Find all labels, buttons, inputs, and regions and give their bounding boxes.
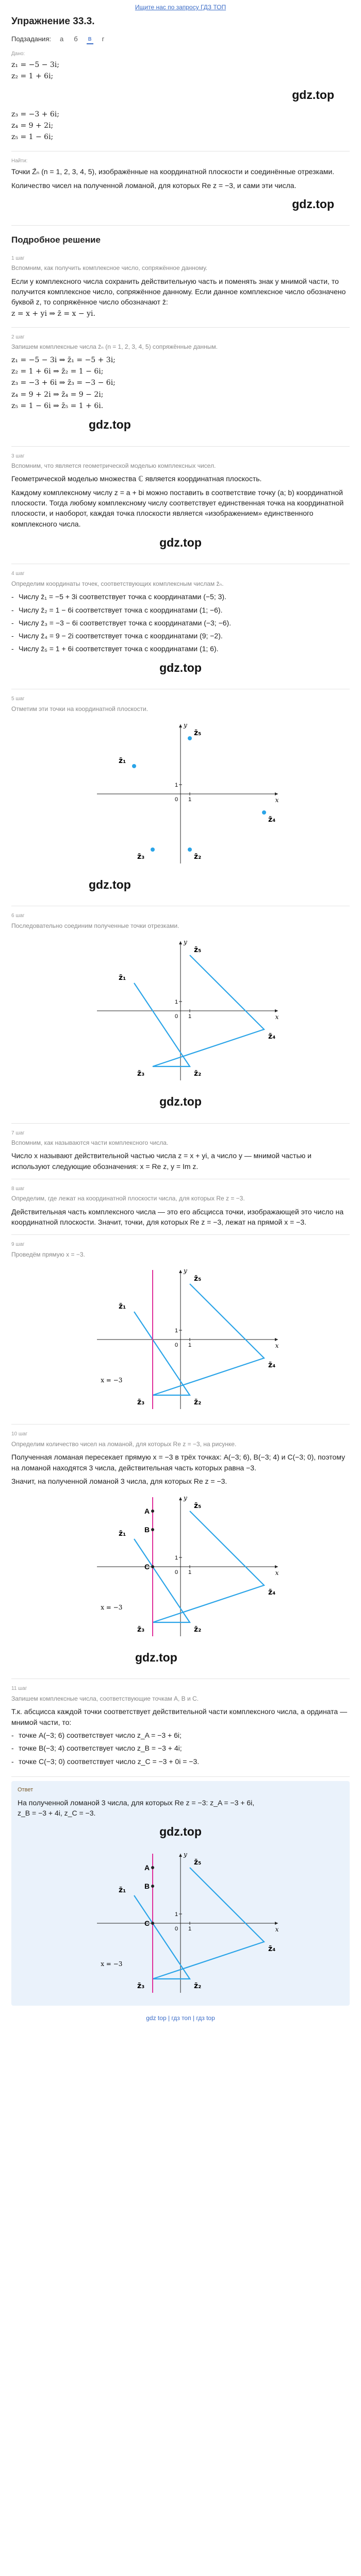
step-hint: Последовательно соединим полученные точки отрезками. <box>11 922 179 929</box>
watermark: gdz.top <box>159 535 202 549</box>
step-block <box>11 906 350 1123</box>
point-label: z̄₃ <box>137 1070 145 1078</box>
given-label: Дано: <box>11 51 25 57</box>
x-axis-arrow <box>275 1922 278 1925</box>
given-line: z₅ = 1 − 6i; <box>11 133 54 142</box>
plot-intersections <box>72 1489 289 1644</box>
point-label: z̄₃ <box>137 852 145 861</box>
given-line: z₁ = −5 − 3i; <box>11 60 59 69</box>
page-title: Упражнение 33.3. <box>11 16 95 27</box>
step-label: 3 шаг <box>11 453 25 459</box>
point-label: z̄₅ <box>194 1275 202 1283</box>
point-label: z̄₅ <box>194 946 202 955</box>
find-text: Точки Z̄ₙ (n = 1, 2, 3, 4, 5), изображённые на координатной плоскости и соединённые отрезками. <box>11 167 335 176</box>
step-label: 11 шаг <box>11 1686 27 1692</box>
plot-vline <box>72 1262 289 1417</box>
point-label: z̄₁ <box>119 1302 126 1311</box>
step-label: 2 шаг <box>11 334 25 340</box>
step-text: Каждому комплексному числу z = a + bi можно поставить в соответствие точку (a; b) координатной плоскости. Тогда любому комплексному числу соответствует единственная точка на координатной плоскости, и наоборот, каждая точка плоскости является «изображением» единственного комплексного числа. <box>11 488 344 528</box>
y-axis-arrow <box>179 1497 182 1500</box>
y-tick-label: 1 <box>175 999 178 1006</box>
point-label: z̄₅ <box>194 728 202 737</box>
step-line: z₄ = 9 + 2i ⇒ z̄₄ = 9 − 2i; <box>11 390 104 399</box>
list-item: - Числу z̄₂ = 1 − 6i соответствует точка с координатами (1; −6). <box>11 605 350 615</box>
y-axis-label: y <box>184 1494 187 1502</box>
x-axis-arrow <box>275 1338 278 1341</box>
step-text: Действительная часть комплексного числа — это его абсцисса точки, изображающей это число на координатной плоскости. Значит, точки, для которых Re z = −3, лежат на прямой x = −3. <box>11 1207 344 1227</box>
step-line: z₁ = −5 − 3i ⇒ z̄₁ = −5 + 3i; <box>11 355 116 364</box>
intersection-point <box>151 1885 154 1888</box>
step-label: 8 шаг <box>11 1185 25 1192</box>
intersection-label: B <box>144 1526 150 1534</box>
x-tick-label: 1 <box>188 1569 192 1576</box>
solution-title: Подробное решение <box>11 235 101 245</box>
point-label: z̄₂ <box>194 1625 202 1634</box>
step-block <box>11 689 350 906</box>
list-item: - Числу z̄₅ = 1 + 6i соответствует точка с координатами (1; 6). <box>11 643 350 654</box>
given-block <box>11 44 350 151</box>
point-label: z̄₄ <box>268 815 276 824</box>
subitem-b[interactable]: б <box>74 35 78 43</box>
origin-label: 0 <box>175 1925 178 1932</box>
footer-links[interactable]: gdz top | гдз топ | гдз top <box>146 2014 215 2022</box>
step-block <box>11 1425 350 1679</box>
x-tick-label: 1 <box>188 1013 192 1020</box>
x-axis-label: x <box>275 1925 279 1933</box>
x-tick-label: 1 <box>188 1925 192 1932</box>
step-line: z₂ = 1 + 6i ⇒ z̄₂ = 1 − 6i; <box>11 367 104 376</box>
x-tick-label: 1 <box>188 796 192 803</box>
y-axis-label: y <box>184 938 187 946</box>
step-block <box>11 249 350 328</box>
point-label: z̄₁ <box>119 1886 126 1894</box>
coord-list <box>11 591 350 654</box>
intersection-label: B <box>144 1882 150 1890</box>
step-label: 4 шаг <box>11 571 25 577</box>
point-label: z̄₄ <box>268 1944 276 1953</box>
step-block <box>11 1179 350 1235</box>
origin-label: 0 <box>175 1342 178 1349</box>
subitem-g[interactable]: г <box>102 35 105 43</box>
origin-label: 0 <box>175 1013 178 1020</box>
step-hint: Проведём прямую x = −3. <box>11 1250 85 1258</box>
list-item: - точке A(−3; 6) соответствует число z_A = −3 + 6i; <box>11 1730 350 1740</box>
point-label: z̄₂ <box>194 1398 202 1407</box>
watermark: gdz.top <box>89 877 131 891</box>
point-label: z̄₃ <box>137 1625 145 1634</box>
point-label: z̄₄ <box>268 1032 276 1041</box>
origin-label: 0 <box>175 796 178 803</box>
step-hint: Определим количество чисел на ломаной, для которых Re z = −3, на рисунке. <box>11 1440 237 1448</box>
step-block <box>11 447 350 565</box>
step-block <box>11 1235 350 1425</box>
watermark: gdz.top <box>292 88 334 102</box>
watermark: gdz.top <box>159 660 202 674</box>
step-hint: Запишем комплексные числа, соответствующие точкам A, B и C. <box>11 1694 199 1702</box>
x-axis-label: x <box>275 1342 279 1350</box>
point-marker <box>132 764 136 768</box>
find-block <box>11 151 350 226</box>
point-label: z̄₁ <box>119 974 126 982</box>
point-marker <box>188 848 192 852</box>
step-text: Полученная ломаная пересекает прямую x = −3 в трёх точках: A(−3; 6), B(−3; 4) и C(−3; 0), поэтому на ломаной находятся 3 числа, действительная часть которых равна −3. <box>11 1453 346 1472</box>
step-label: 9 шаг <box>11 1242 25 1248</box>
x-axis-arrow <box>275 792 278 795</box>
top-link[interactable]: Ищите нас по запросу ГДЗ ТОП <box>135 4 226 11</box>
step-text: Число x называют действительной частью числа z = x + yi, а число y — мнимой частью и используют следующие обозначения: x = Re z, y = Im z. <box>11 1151 311 1171</box>
step-hint: Вспомним, как называются части комплексного числа. <box>11 1139 169 1146</box>
point-marker <box>151 848 155 852</box>
step-label: 7 шаг <box>11 1130 25 1136</box>
point-label: z̄₅ <box>194 1502 202 1511</box>
step-text: Если у комплексного числа сохранить действительную часть и поменять знак у мнимой части, то получится комплексное число, сопряжённое данному. Если данное комплексное число обозначено буквой z, то сопряжённое число обозначают z̄: <box>11 277 346 307</box>
point-label: z̄₃ <box>137 1398 145 1407</box>
y-axis-label: y <box>184 1851 187 1858</box>
x-axis-arrow <box>275 1565 278 1568</box>
step-line: z₅ = 1 − 6i ⇒ z̄₅ = 1 + 6i. <box>11 401 104 410</box>
point-marker <box>188 736 192 740</box>
step-label: 6 шаг <box>11 913 25 919</box>
answer-box <box>11 1781 350 2006</box>
x-axis-label: x <box>275 796 279 804</box>
vertical-line-label: x = −3 <box>101 1603 123 1611</box>
point-label: z̄₅ <box>194 1858 202 1867</box>
list-item: - точке B(−3; 4) соответствует число z_B = −3 + 4i; <box>11 1743 350 1753</box>
step-block <box>11 564 350 689</box>
x-tick-label: 1 <box>188 1342 192 1349</box>
step-hint: Вспомним, как получить комплексное число, сопряжённое данному. <box>11 264 208 272</box>
intersection-point <box>151 1510 154 1513</box>
step-label: 1 шаг <box>11 255 25 261</box>
step-hint: Определим, где лежат на координатной плоскости числа, для которых Re z = −3. <box>11 1195 245 1202</box>
y-axis-label: y <box>184 1267 187 1275</box>
answer-list <box>11 1730 350 1767</box>
point-label: z̄₃ <box>137 1981 145 1990</box>
y-axis-arrow <box>179 1270 182 1273</box>
step-hint: Отметим эти точки на координатной плоскости. <box>11 705 149 713</box>
intersection-label: C <box>144 1563 150 1571</box>
intersection-point <box>151 1866 154 1869</box>
subitems-label: Подзадания: <box>11 35 51 43</box>
given-line: z₄ = 9 + 2i; <box>11 122 54 130</box>
intersection-label: A <box>144 1507 150 1516</box>
watermark: gdz.top <box>159 1825 202 1839</box>
answer-text: z_B = −3 + 4i, z_C = −3. <box>18 1809 96 1818</box>
vertical-line-label: x = −3 <box>101 1960 123 1968</box>
y-tick-label: 1 <box>175 1911 178 1918</box>
intersection-point <box>151 1528 154 1531</box>
point-label: z̄₁ <box>119 1530 126 1538</box>
y-axis-label: y <box>184 721 187 729</box>
find-text: Количество чисел на полученной ломаной, для которых Re z = −3, и сами эти числа. <box>11 181 297 190</box>
point-label: z̄₄ <box>268 1588 276 1597</box>
list-item: - Числу z̄₄ = 9 − 2i соответствует точка с координатами (9; −2). <box>11 631 350 641</box>
x-axis-arrow <box>275 1009 278 1012</box>
point-label: z̄₂ <box>194 1981 202 1990</box>
vertical-line-label: x = −3 <box>101 1377 123 1384</box>
plot-polyline <box>72 934 289 1088</box>
step-text: Т.к. абсцисса каждой точки соответствует действительной части комплексного числа, а ордината — мнимой части, то: <box>11 1707 348 1726</box>
plot-answer <box>72 1846 289 2001</box>
plot-points <box>72 717 289 871</box>
x-axis-label: x <box>275 1013 279 1021</box>
intersection-point <box>151 1922 154 1925</box>
subitem-a[interactable]: а <box>59 35 64 43</box>
point-label: z̄₄ <box>268 1361 276 1370</box>
y-tick-label: 1 <box>175 1555 178 1562</box>
list-item: - точке C(−3; 0) соответствует число z_C = −3 + 0i = −3. <box>11 1756 350 1767</box>
subitem-v[interactable]: в <box>87 34 93 45</box>
answer-label: Ответ <box>18 1786 34 1793</box>
step-formula: z = x + yi ⇒ z̄ = x − yi. <box>11 309 95 318</box>
y-tick-label: 1 <box>175 1328 178 1334</box>
y-axis-arrow <box>179 941 182 944</box>
step-block <box>11 1679 350 1776</box>
given-line: z₃ = −3 + 6i; <box>11 110 59 118</box>
given-line: z₂ = 1 + 6i; <box>11 72 54 81</box>
step-line: z₃ = −3 + 6i ⇒ z̄₃ = −3 − 6i; <box>11 379 116 387</box>
step-block <box>11 328 350 447</box>
answer-text: На полученной ломаной 3 числа, для которых Re z = −3: z_A = −3 + 6i, <box>18 1798 255 1807</box>
y-axis-arrow <box>179 724 182 727</box>
intersection-point <box>151 1565 154 1568</box>
watermark: gdz.top <box>159 1095 202 1109</box>
step-hint: Определим координаты точек, соответствующих комплексным числам z̄ₙ. <box>11 580 224 587</box>
intersection-label: A <box>144 1863 150 1872</box>
step-text: Значит, на полученной ломаной 3 числа, для которых Re z = −3. <box>11 1477 227 1485</box>
step-hint: Вспомним, что является геометрической моделью комплексных чисел. <box>11 462 216 470</box>
intersection-label: C <box>144 1919 150 1927</box>
point-label: z̄₂ <box>194 852 202 861</box>
subitems-row <box>11 34 350 45</box>
list-item: - Числу z̄₁ = −5 + 3i соответствует точка с координатами (−5; 3). <box>11 591 350 602</box>
step-label: 5 шаг <box>11 696 25 702</box>
x-axis-label: x <box>275 1569 279 1577</box>
y-axis-arrow <box>179 1854 182 1857</box>
step-hint: Запишем комплексные числа z̄ₙ (n = 1, 2, 3, 4, 5) сопряжённые данным. <box>11 343 218 351</box>
find-label: Найти: <box>11 158 28 164</box>
watermark: gdz.top <box>89 418 131 432</box>
point-marker <box>262 810 266 815</box>
watermark: gdz.top <box>135 1651 177 1665</box>
step-block <box>11 1124 350 1179</box>
point-label: z̄₁ <box>119 756 126 765</box>
step-text: Геометрической моделью множества ℂ является координатная плоскость. <box>11 474 262 483</box>
y-tick-label: 1 <box>175 782 178 788</box>
list-item: - Числу z̄₃ = −3 − 6i соответствует точка с координатами (−3; −6). <box>11 618 350 628</box>
step-label: 10 шаг <box>11 1431 28 1437</box>
point-label: z̄₂ <box>194 1070 202 1078</box>
origin-label: 0 <box>175 1569 178 1576</box>
watermark: gdz.top <box>292 197 334 211</box>
